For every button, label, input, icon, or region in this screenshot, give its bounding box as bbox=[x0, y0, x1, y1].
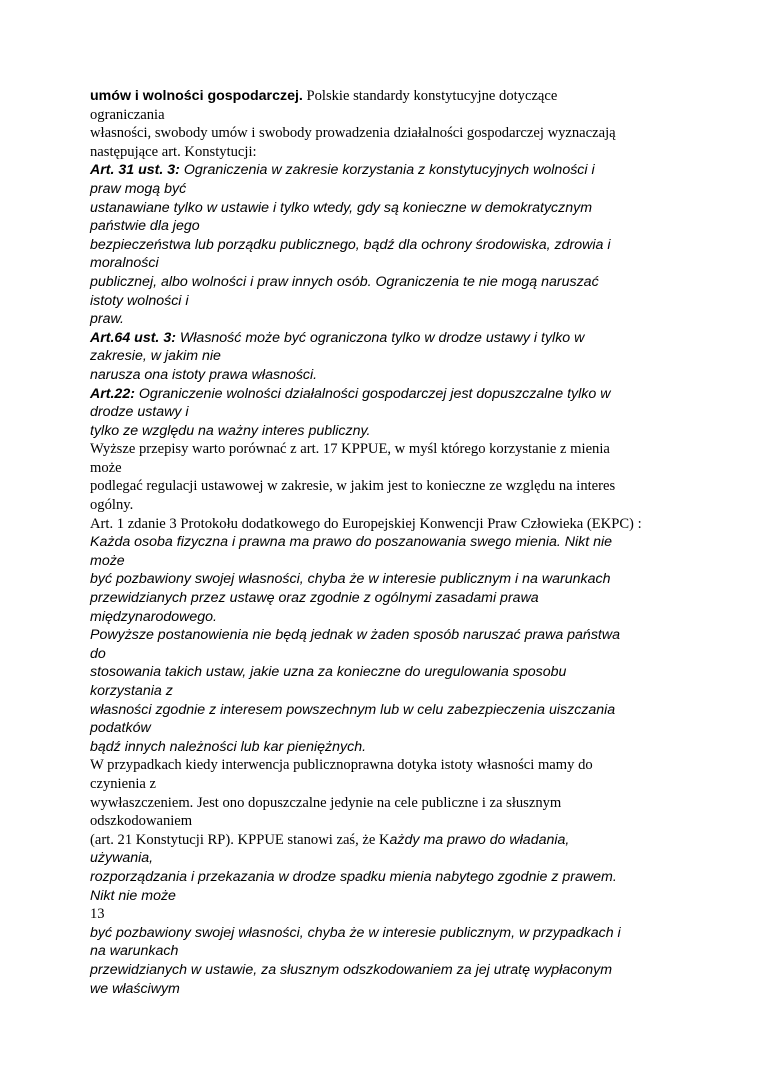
text-line bbox=[90, 459, 680, 478]
text-line bbox=[90, 849, 680, 868]
text-line bbox=[90, 161, 680, 180]
text-run: W przypadkach kiedy interwencja publicznoprawna dotyka istoty własności mamy do bbox=[90, 757, 593, 774]
text-line bbox=[90, 477, 680, 496]
article-reference: Art.64 ust. 3: bbox=[90, 329, 176, 346]
text-line bbox=[90, 701, 680, 720]
text-line bbox=[90, 440, 680, 459]
text-run: narusza ona istoty prawa własności. bbox=[90, 366, 318, 383]
text-line bbox=[90, 366, 680, 385]
text-line bbox=[90, 347, 680, 366]
text-run: Nikt nie może bbox=[90, 887, 176, 904]
text-line bbox=[90, 924, 680, 943]
text-line bbox=[90, 385, 680, 404]
text-run: Wyższe przepisy warto porównać z art. 17 KPPUE, w myśl którego korzystanie z mienia bbox=[90, 441, 610, 458]
text-run: bądź innych należności lub kar pieniężnych. bbox=[90, 738, 367, 755]
text-line bbox=[90, 403, 680, 422]
text-line bbox=[90, 273, 680, 292]
text-run: zakresie, w jakim nie bbox=[90, 348, 221, 365]
text-line bbox=[90, 682, 680, 701]
article-reference: Art. 31 ust. 3: bbox=[90, 162, 180, 179]
text-line bbox=[90, 756, 680, 775]
text-run: Każda osoba fizyczna i prawna ma prawo do poszanowania swego mienia. Nikt nie bbox=[90, 534, 613, 551]
text-run: (art. 21 Konstytucji RP). KPPUE stanowi zaś, że K bbox=[90, 831, 390, 848]
text-run: Ograniczenia w zakresie korzystania z konstytucyjnych wolności i bbox=[179, 162, 595, 179]
text-run: przewidzianych w ustawie, za słusznym odszkodowaniem za jej utratę wypłaconym bbox=[90, 961, 613, 978]
text-run: być pozbawiony swojej własności, chyba że w interesie publicznym i na warunkach bbox=[90, 571, 611, 588]
article-reference: umów i wolności gospodarczej. bbox=[90, 88, 303, 104]
text-line bbox=[90, 124, 680, 143]
text-line bbox=[90, 887, 680, 906]
text-run: praw mogą być bbox=[90, 180, 187, 197]
text-line bbox=[90, 738, 680, 757]
document-body-text bbox=[90, 87, 680, 998]
text-line bbox=[90, 645, 680, 664]
text-run: może bbox=[90, 552, 125, 569]
text-run: bezpieczeństwa lub porządku publicznego, bądź dla ochrony środowiska, zdrowia i bbox=[90, 236, 611, 253]
text-line bbox=[90, 143, 680, 162]
text-line bbox=[90, 905, 680, 924]
text-run: międzynarodowego. bbox=[90, 608, 217, 625]
text-line bbox=[90, 719, 680, 738]
text-line bbox=[90, 608, 680, 627]
text-run: czynienia z bbox=[90, 775, 157, 792]
text-run: wywłaszczeniem. Jest ono dopuszczalne jedynie na cele publiczne i za słusznym bbox=[90, 794, 562, 811]
text-line bbox=[90, 515, 680, 534]
text-line bbox=[90, 552, 680, 571]
text-run: moralności bbox=[90, 255, 159, 272]
text-line bbox=[90, 812, 680, 831]
text-line bbox=[90, 589, 680, 608]
text-line bbox=[90, 217, 680, 236]
text-line bbox=[90, 663, 680, 682]
text-run: na warunkach bbox=[90, 943, 179, 960]
text-line bbox=[90, 310, 680, 329]
text-run: następujące art. Konstytucji: bbox=[90, 143, 257, 160]
text-run: Ograniczenie wolności działalności gospodarczej jest dopuszczalne tylko w bbox=[134, 385, 611, 402]
text-run: tylko ze względu na ważny interes publiczny. bbox=[90, 422, 371, 439]
text-run: drodze ustawy i bbox=[90, 404, 189, 421]
text-line bbox=[90, 533, 680, 552]
text-line bbox=[90, 570, 680, 589]
text-line bbox=[90, 180, 680, 199]
text-run: może bbox=[90, 459, 122, 476]
text-line bbox=[90, 496, 680, 515]
text-run: stosowania takich ustaw, jakie uzna za konieczne do uregulowania sposobu bbox=[90, 664, 567, 681]
text-line bbox=[90, 980, 680, 999]
text-run: Własność może być ograniczona tylko w drodze ustawy i tylko w bbox=[175, 329, 585, 346]
text-run: ogólny. bbox=[90, 497, 134, 514]
text-line bbox=[90, 794, 680, 813]
text-run: Polskie standardy konstytucyjne dotyczące bbox=[302, 88, 558, 104]
text-line bbox=[90, 292, 680, 311]
text-line bbox=[90, 199, 680, 218]
text-run: publicznej, albo wolności i praw innych osób. Ograniczenia te nie mogą naruszać bbox=[90, 273, 599, 290]
text-run: we właściwym bbox=[90, 980, 180, 997]
text-line bbox=[90, 329, 680, 348]
text-line bbox=[90, 254, 680, 273]
text-run: być pozbawiony swojej własności, chyba że w interesie publicznym, w przypadkach i bbox=[90, 924, 621, 941]
text-run: własności, swobody umów i swobody prowadzenia działalności gospodarczej wyznaczają bbox=[90, 125, 616, 142]
text-run: używania, bbox=[90, 850, 154, 867]
text-line bbox=[90, 87, 680, 106]
text-run: Art. 1 zdanie 3 Protokołu dodatkowego do Europejskiej Konwencji Praw Człowieka (EKPC) : bbox=[90, 515, 642, 532]
text-run: 13 bbox=[90, 906, 105, 923]
text-run: państwie dla jego bbox=[90, 218, 200, 235]
text-run: ażdy ma prawo do władania, bbox=[389, 831, 570, 848]
text-line bbox=[90, 868, 680, 887]
text-run: ograniczania bbox=[90, 106, 165, 123]
text-run: praw. bbox=[90, 311, 124, 328]
text-run: podlegać regulacji ustawowej w zakresie, w jakim jest to konieczne ze względu na interes bbox=[90, 478, 616, 495]
text-line bbox=[90, 961, 680, 980]
text-line bbox=[90, 775, 680, 794]
text-run: istoty wolności i bbox=[90, 292, 189, 309]
text-line bbox=[90, 942, 680, 961]
text-run: rozporządzania i przekazania w drodze spadku mienia nabytego zgodnie z prawem. bbox=[90, 868, 617, 885]
text-run: przewidzianych przez ustawę oraz zgodnie z ogólnymi zasadami prawa bbox=[90, 590, 539, 607]
text-line bbox=[90, 422, 680, 441]
text-line bbox=[90, 236, 680, 255]
text-run: korzystania z bbox=[90, 683, 173, 699]
text-run: ustanawiane tylko w ustawie i tylko wtedy, gdy są konieczne w demokratycznym bbox=[90, 199, 593, 216]
text-line bbox=[90, 626, 680, 645]
article-reference: Art.22: bbox=[90, 385, 135, 402]
text-line bbox=[90, 106, 680, 125]
text-run: odszkodowaniem bbox=[90, 813, 193, 830]
text-line bbox=[90, 831, 680, 850]
text-run: do bbox=[90, 645, 106, 662]
text-run: Powyższe postanowienia nie będą jednak w żaden sposób naruszać prawa państwa bbox=[90, 627, 620, 644]
text-run: podatków bbox=[90, 720, 151, 737]
text-run: własności zgodnie z interesem powszechnym lub w celu zabezpieczenia uiszczania bbox=[90, 701, 616, 718]
